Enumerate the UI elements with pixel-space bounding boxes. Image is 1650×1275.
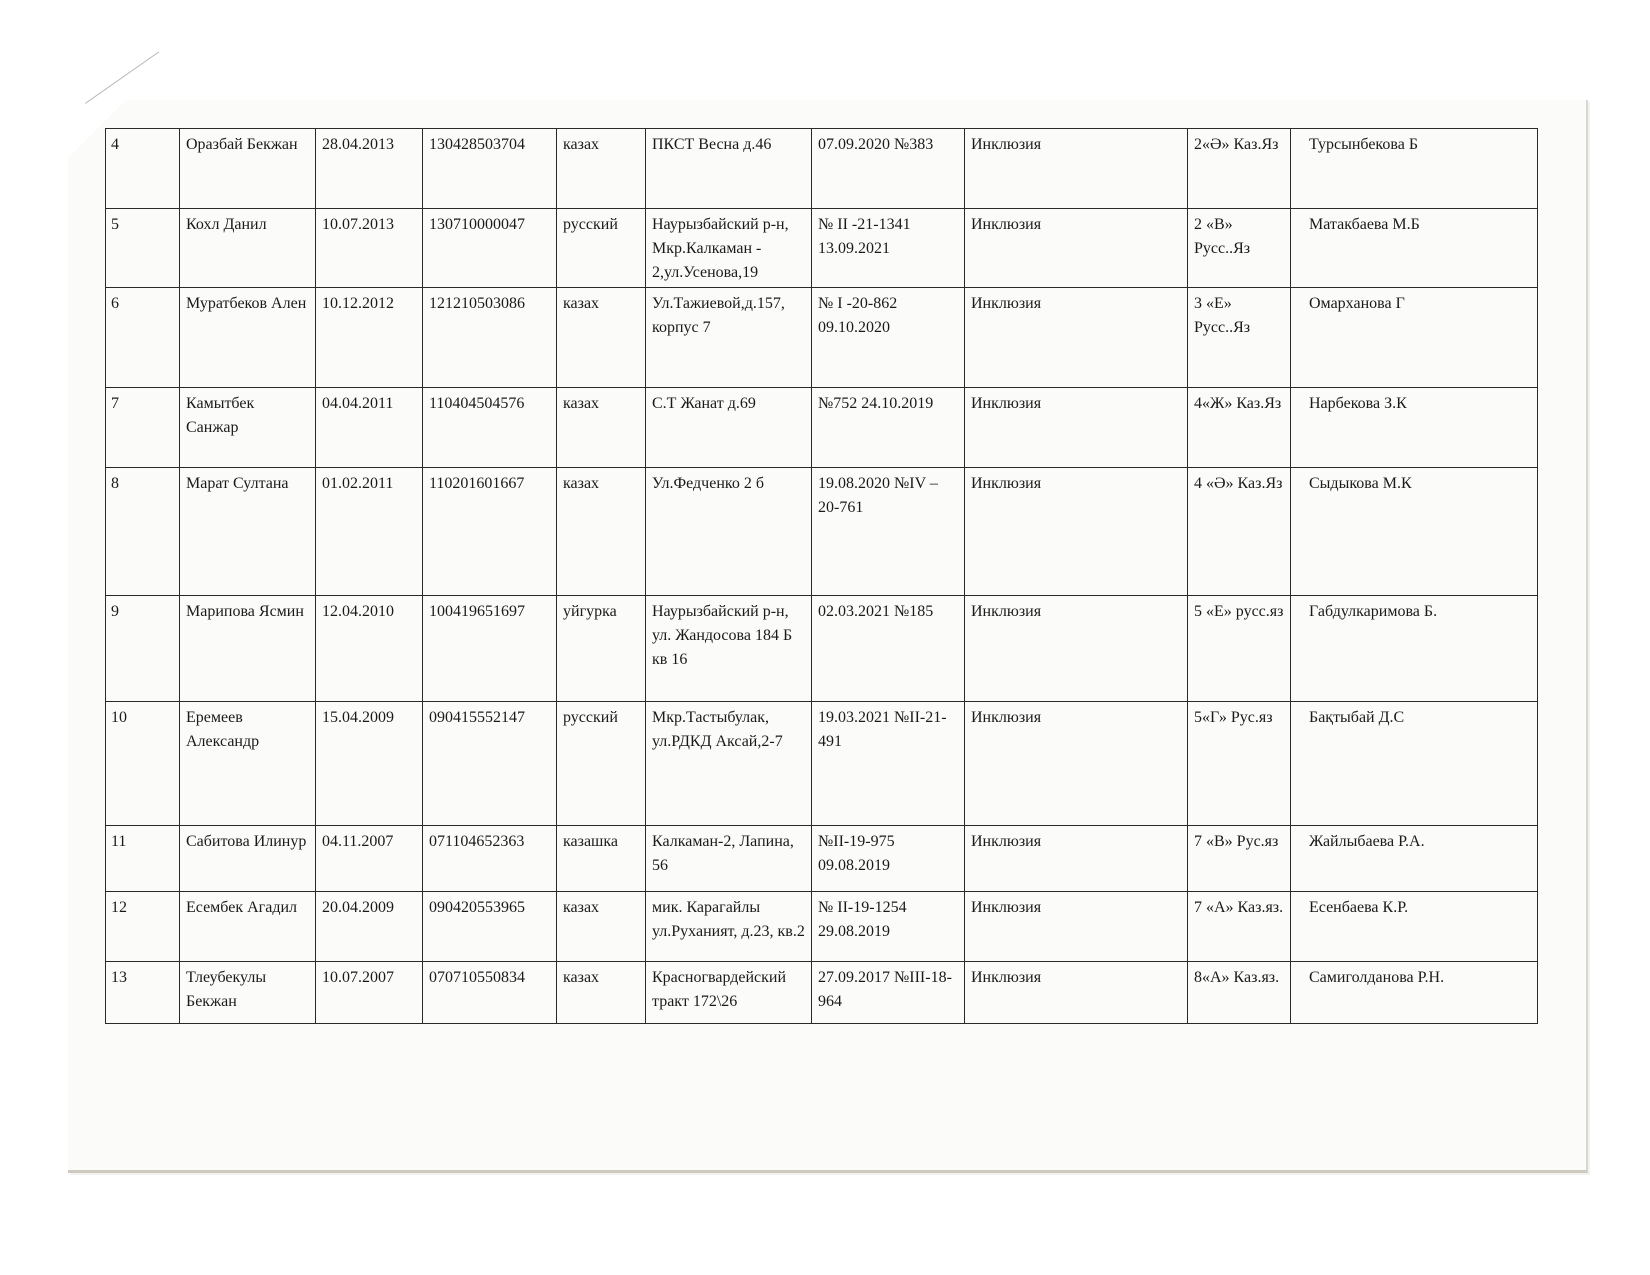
class-teacher-cell: Есенбаева К.Р.: [1291, 892, 1538, 962]
class-language-cell: 7 «А» Каз.яз.: [1188, 892, 1291, 962]
education-form-cell: Инклюзия: [965, 468, 1188, 596]
iin-number-cell: 090415552147: [423, 702, 557, 826]
table-row: [106, 892, 1538, 962]
education-form-cell: Инклюзия: [965, 129, 1188, 209]
birth-date-cell: 10.12.2012: [316, 288, 423, 388]
class-teacher-cell: Турсынбекова Б: [1291, 129, 1538, 209]
row-number-cell: 9: [106, 596, 180, 702]
class-language-cell: 4 «Ә» Каз.Яз: [1188, 468, 1291, 596]
student-name-cell: Сабитова Илинур: [180, 826, 316, 892]
address-cell: Красногвардейский тракт 172\26: [646, 962, 812, 1024]
education-form-cell: Инклюзия: [965, 702, 1188, 826]
table-row: [106, 209, 1538, 288]
order-number-cell: № I -20-862 09.10.2020: [812, 288, 965, 388]
class-language-cell: 4«Ж» Каз.Яз: [1188, 388, 1291, 468]
table-row: [106, 288, 1538, 388]
order-number-cell: № II -21-1341 13.09.2021: [812, 209, 965, 288]
education-form-cell: Инклюзия: [965, 596, 1188, 702]
table-row: [106, 388, 1538, 468]
order-number-cell: 19.08.2020 №IV – 20-761: [812, 468, 965, 596]
class-teacher-cell: Сыдыкова М.К: [1291, 468, 1538, 596]
table-row: [106, 702, 1538, 826]
class-language-cell: 5 «Е» русс.яз: [1188, 596, 1291, 702]
order-number-cell: 02.03.2021 №185: [812, 596, 965, 702]
row-number-cell: 10: [106, 702, 180, 826]
address-cell: мик. Карагайлы ул.Руханият, д.23, кв.2: [646, 892, 812, 962]
iin-number-cell: 110201601667: [423, 468, 557, 596]
table-body: [106, 129, 1538, 1024]
fold-crease: [85, 51, 159, 103]
class-teacher-cell: Габдулкаримова Б.: [1291, 596, 1538, 702]
iin-number-cell: 130428503704: [423, 129, 557, 209]
class-teacher-cell: Бақтыбай Д.С: [1291, 702, 1538, 826]
address-cell: Наурызбайский р-н, ул. Жандосова 184 Б кв 16: [646, 596, 812, 702]
table-row: [106, 596, 1538, 702]
birth-date-cell: 04.11.2007: [316, 826, 423, 892]
student-name-cell: Марат Султана: [180, 468, 316, 596]
order-number-cell: 19.03.2021 №II-21-491: [812, 702, 965, 826]
address-cell: Калкаман-2, Лапина, 56: [646, 826, 812, 892]
student-name-cell: Марипова Ясмин: [180, 596, 316, 702]
iin-number-cell: 100419651697: [423, 596, 557, 702]
class-teacher-cell: Омарханова Г: [1291, 288, 1538, 388]
student-name-cell: Муратбеков Ален: [180, 288, 316, 388]
order-number-cell: 07.09.2020 №383: [812, 129, 965, 209]
address-cell: Наурызбайский р-н, Мкр.Калкаман - 2,ул.Усенова,19: [646, 209, 812, 288]
nationality-cell: казах: [557, 129, 646, 209]
row-number-cell: 11: [106, 826, 180, 892]
birth-date-cell: 12.04.2010: [316, 596, 423, 702]
row-number-cell: 12: [106, 892, 180, 962]
order-number-cell: 27.09.2017 №III-18-964: [812, 962, 965, 1024]
education-form-cell: Инклюзия: [965, 962, 1188, 1024]
table-row: [106, 468, 1538, 596]
nationality-cell: казах: [557, 468, 646, 596]
class-language-cell: 5«Г» Рус.яз: [1188, 702, 1291, 826]
iin-number-cell: 110404504576: [423, 388, 557, 468]
student-name-cell: Кохл Данил: [180, 209, 316, 288]
nationality-cell: казашка: [557, 826, 646, 892]
class-language-cell: 2«Ә» Каз.Яз: [1188, 129, 1291, 209]
class-language-cell: 3 «Е» Русс..Яз: [1188, 288, 1291, 388]
row-number-cell: 13: [106, 962, 180, 1024]
iin-number-cell: 121210503086: [423, 288, 557, 388]
birth-date-cell: 01.02.2011: [316, 468, 423, 596]
iin-number-cell: 070710550834: [423, 962, 557, 1024]
nationality-cell: уйгурка: [557, 596, 646, 702]
address-cell: Ул.Федченко 2 б: [646, 468, 812, 596]
row-number-cell: 6: [106, 288, 180, 388]
class-language-cell: 8«А» Каз.яз.: [1188, 962, 1291, 1024]
birth-date-cell: 28.04.2013: [316, 129, 423, 209]
iin-number-cell: 071104652363: [423, 826, 557, 892]
class-language-cell: 7 «В» Рус.яз: [1188, 826, 1291, 892]
address-cell: Ул.Тажиевой,д.157, корпус 7: [646, 288, 812, 388]
student-name-cell: Оразбай Бекжан: [180, 129, 316, 209]
iin-number-cell: 090420553965: [423, 892, 557, 962]
row-number-cell: 7: [106, 388, 180, 468]
class-language-cell: 2 «В» Русс..Яз: [1188, 209, 1291, 288]
education-form-cell: Инклюзия: [965, 209, 1188, 288]
order-number-cell: №II-19-975 09.08.2019: [812, 826, 965, 892]
education-form-cell: Инклюзия: [965, 892, 1188, 962]
nationality-cell: казах: [557, 962, 646, 1024]
table-row: [106, 129, 1538, 209]
education-form-cell: Инклюзия: [965, 388, 1188, 468]
nationality-cell: русский: [557, 209, 646, 288]
address-cell: С.Т Жанат д.69: [646, 388, 812, 468]
birth-date-cell: 15.04.2009: [316, 702, 423, 826]
table-row: [106, 826, 1538, 892]
nationality-cell: казах: [557, 388, 646, 468]
nationality-cell: русский: [557, 702, 646, 826]
address-cell: ПКСТ Весна д.46: [646, 129, 812, 209]
order-number-cell: №752 24.10.2019: [812, 388, 965, 468]
student-name-cell: Еремеев Александр: [180, 702, 316, 826]
birth-date-cell: 04.04.2011: [316, 388, 423, 468]
row-number-cell: 4: [106, 129, 180, 209]
iin-number-cell: 130710000047: [423, 209, 557, 288]
student-name-cell: Камытбек Санжар: [180, 388, 316, 468]
row-number-cell: 8: [106, 468, 180, 596]
birth-date-cell: 20.04.2009: [316, 892, 423, 962]
class-teacher-cell: Матакбаева М.Б: [1291, 209, 1538, 288]
class-teacher-cell: Нарбекова З.К: [1291, 388, 1538, 468]
birth-date-cell: 10.07.2013: [316, 209, 423, 288]
education-form-cell: Инклюзия: [965, 826, 1188, 892]
students-table: [105, 128, 1538, 1024]
class-teacher-cell: Жайлыбаева Р.А.: [1291, 826, 1538, 892]
table-row: [106, 962, 1538, 1024]
student-name-cell: Есембек Агадил: [180, 892, 316, 962]
nationality-cell: казах: [557, 892, 646, 962]
student-name-cell: Тлеубекулы Бекжан: [180, 962, 316, 1024]
row-number-cell: 5: [106, 209, 180, 288]
education-form-cell: Инклюзия: [965, 288, 1188, 388]
order-number-cell: № II-19-1254 29.08.2019: [812, 892, 965, 962]
birth-date-cell: 10.07.2007: [316, 962, 423, 1024]
class-teacher-cell: Самиголданова Р.Н.: [1291, 962, 1538, 1024]
address-cell: Мкр.Тастыбулак, ул.РДКД Аксай,2-7: [646, 702, 812, 826]
nationality-cell: казах: [557, 288, 646, 388]
